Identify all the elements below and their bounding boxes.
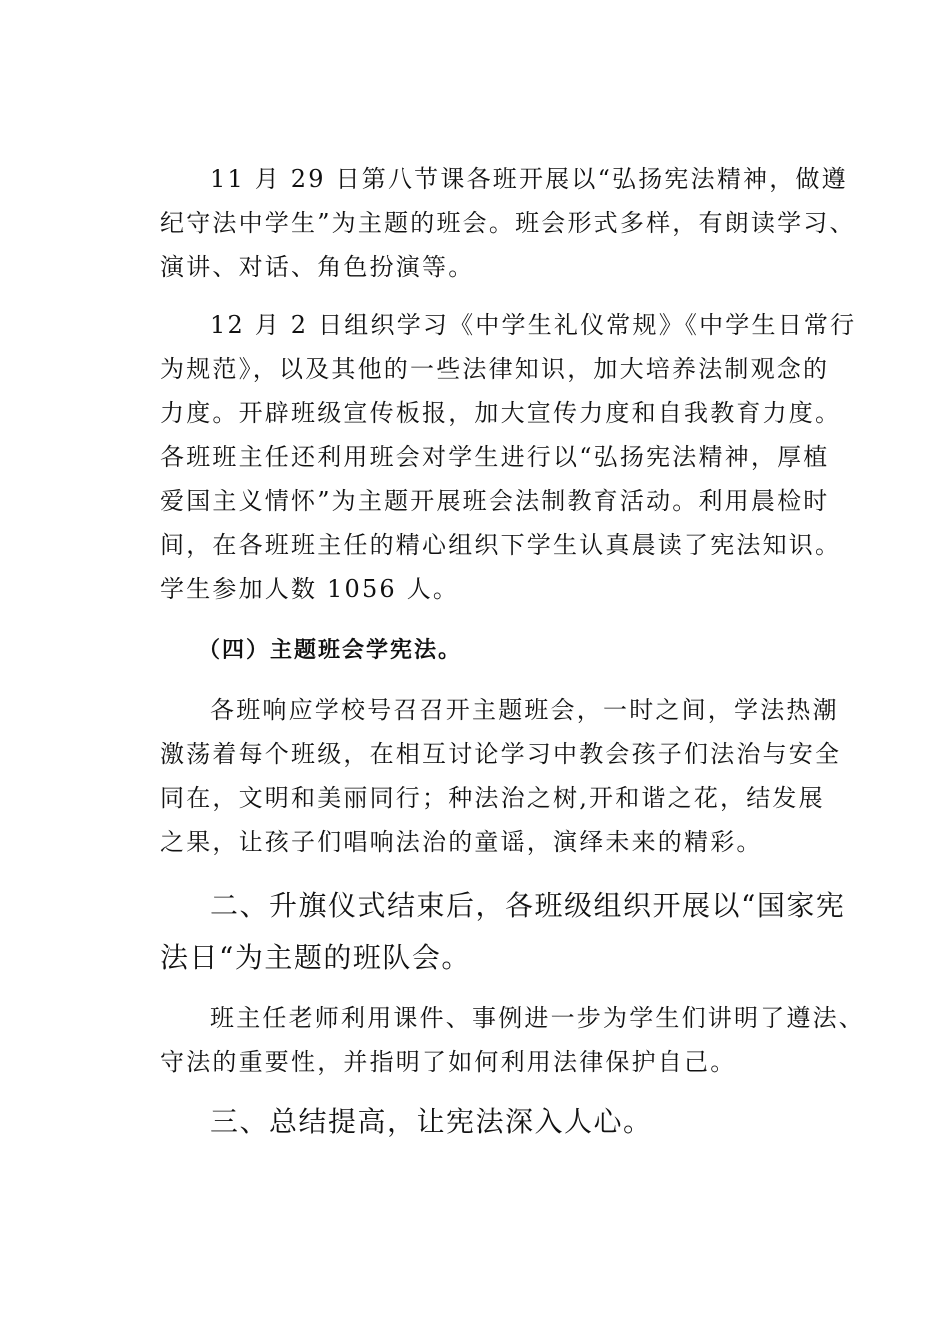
paragraph-theme-meeting — [160, 688, 860, 864]
paragraph-line: 学生参加人数 1056 人。 — [160, 575, 460, 603]
paragraph-line: 力度。开辟班级宣传板报，加大宣传力度和自我教育力度。 — [160, 399, 842, 427]
paragraph-line: 间，在各班班主任的精心组织下学生认真晨读了宪法知识。 — [160, 531, 842, 559]
paragraph-line: 11 月 29 日第八节课各班开展以“弘扬宪法精神，做遵 — [210, 165, 848, 193]
paragraph-class-meeting — [160, 157, 860, 289]
heading-section-two — [160, 880, 860, 984]
paragraph-line: 激荡着每个班级，在相互讨论学习中教会孩子们法治与安全 — [160, 740, 842, 768]
paragraph-line: 各班响应学校号召召开主题班会，一时之间，学法热潮 — [210, 696, 839, 724]
paragraph-line: 演讲、对话、角色扮演等。 — [160, 253, 475, 281]
paragraph-teacher-courseware — [160, 996, 865, 1084]
paragraph-line: 同在，文明和美丽同行；种法治之树,开和谐之花，结发展 — [160, 784, 825, 812]
paragraph-line: 爱国主义情怀”为主题开展班会法制教育活动。利用晨检时 — [160, 487, 830, 515]
heading-line: 法日“为主题的班队会。 — [160, 941, 471, 974]
paragraph-line: 纪守法中学生”为主题的班会。班会形式多样，有朗读学习、 — [160, 209, 856, 237]
subheading-text: （四）主题班会学宪法。 — [198, 637, 463, 663]
paragraph-line: 之果，让孩子们唱响法治的童谣，演绎未来的精彩。 — [160, 828, 763, 856]
paragraph-line: 为规范》，以及其他的一些法律知识，加大培养法制观念的 — [160, 355, 830, 383]
paragraph-line: 守法的重要性，并指明了如何利用法律保护自己。 — [160, 1048, 737, 1076]
heading-line: 二、升旗仪式结束后，各班级组织开展以“国家宪 — [210, 889, 846, 922]
heading-line: 三、总结提高，让宪法深入人心。 — [210, 1105, 653, 1138]
paragraph-study-rules — [160, 303, 860, 611]
paragraph-line: 班主任老师利用课件、事例进一步为学生们讲明了遵法、 — [210, 1004, 865, 1032]
heading-section-three — [160, 1096, 860, 1148]
paragraph-line: 各班班主任还利用班会对学生进行以“弘扬宪法精神，厚植 — [160, 443, 830, 471]
paragraph-line: 12 月 2 日组织学习《中学生礼仪常规》《中学生日常行 — [210, 311, 857, 339]
subheading-section-four — [160, 628, 860, 672]
